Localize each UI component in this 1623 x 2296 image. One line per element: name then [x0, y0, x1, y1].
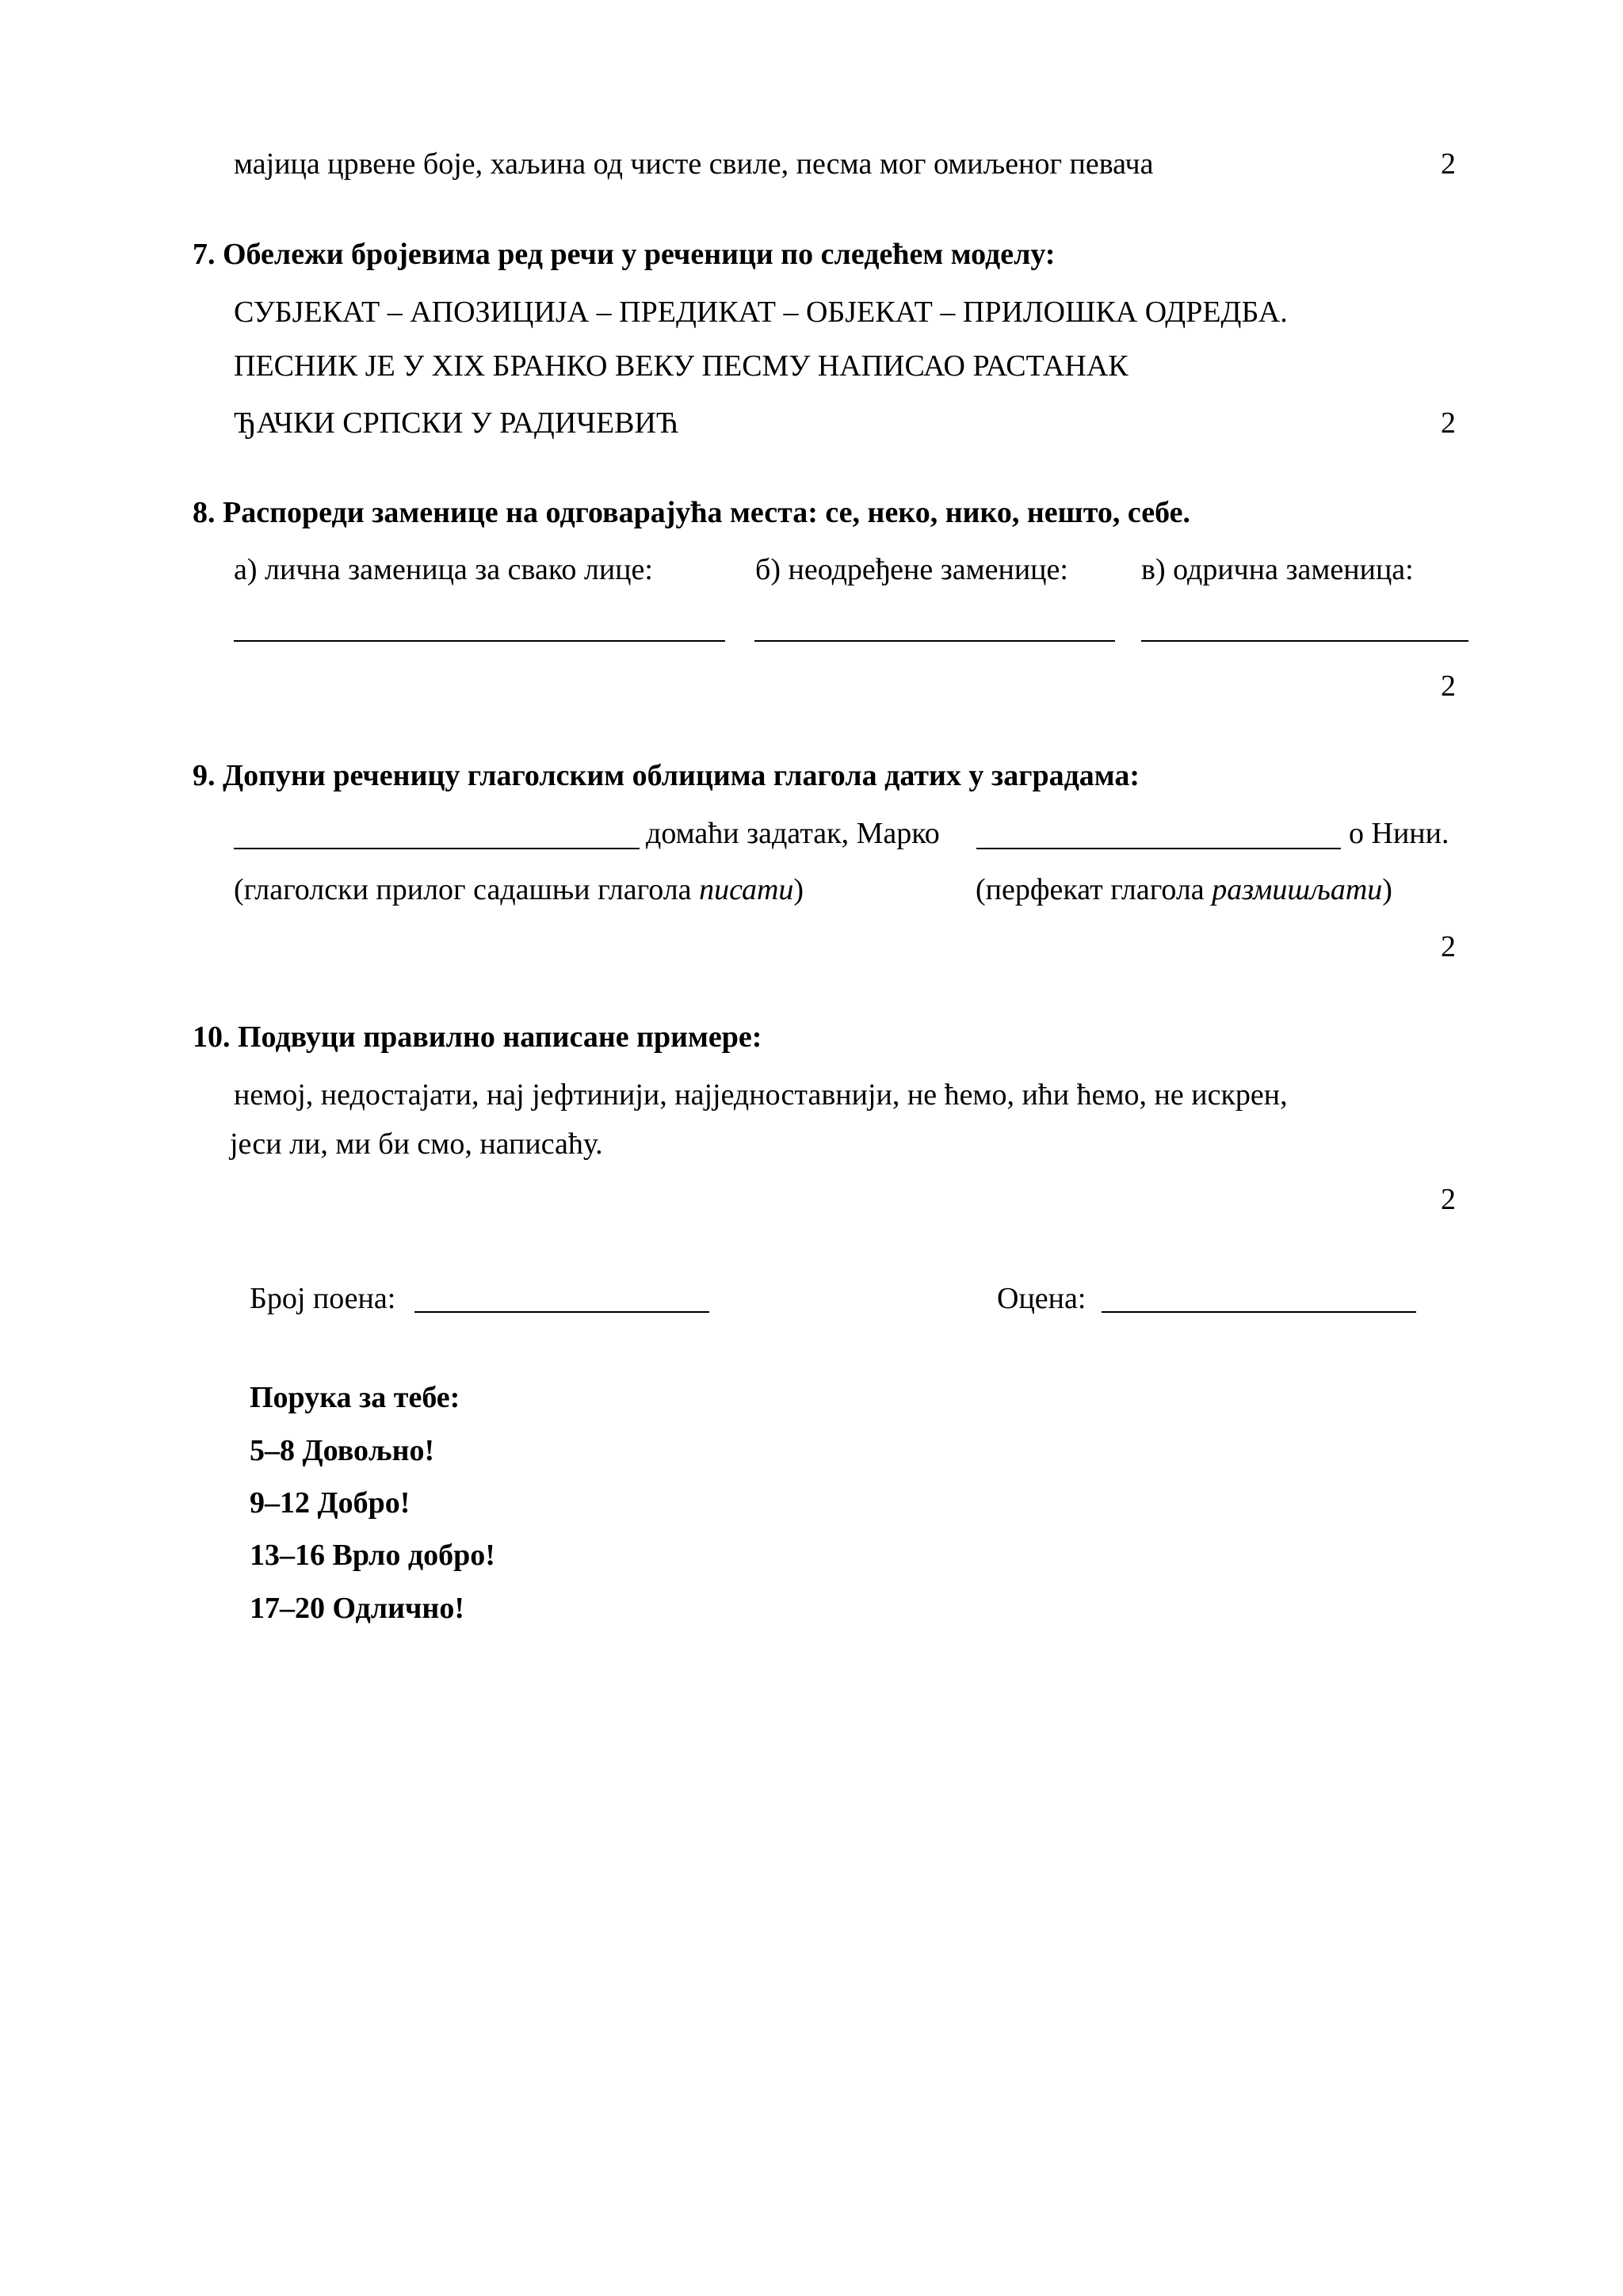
q8-title: 8. Распореди заменице на одговарајућа места: се, неко, нико, нешто, себе.	[193, 496, 1190, 529]
grade-line[interactable]	[1102, 1311, 1416, 1313]
q10-examples-line2: јеси ли, ми би смо, написаћу.	[230, 1127, 603, 1161]
q9-answer-line-1[interactable]	[234, 848, 640, 849]
message-item-excellent: 17–20 Одлично!	[250, 1592, 464, 1625]
q8-answer-line-b[interactable]	[754, 640, 1115, 642]
q8-column-c-label: в) одрична заменица:	[1141, 553, 1414, 586]
top-line-points: 2	[1441, 147, 1456, 181]
q8-points: 2	[1441, 669, 1456, 703]
q7-points: 2	[1441, 406, 1456, 440]
q9-hint-1	[234, 875, 804, 905]
q9-hint-1-prefix: (глаголски прилог садашњи глагола	[234, 873, 700, 906]
q9-points: 2	[1441, 930, 1456, 963]
q9-hint-2	[976, 875, 1392, 905]
q7-title: 7. Обележи бројевима ред речи у реченици по следећем моделу:	[193, 238, 1056, 271]
q9-hint-2-verb: размишљати	[1212, 873, 1383, 906]
grade-label: Оцена:	[997, 1282, 1086, 1315]
q8-answer-line-c[interactable]	[1141, 640, 1468, 642]
q10-title: 10. Подвуци правилно написане примере:	[193, 1020, 762, 1054]
q7-sentence-line2: ЂАЧКИ СРПСКИ У РАДИЧЕВИЋ	[234, 406, 679, 440]
message-item-sufficient: 5–8 Довољно!	[250, 1434, 435, 1467]
q9-hint-2-prefix: (перфекат глагола	[976, 873, 1212, 906]
q9-title: 9. Допуни реченицу глаголским облицима глагола датих у заградама:	[193, 759, 1140, 792]
q9-answer-line-2[interactable]	[976, 848, 1341, 849]
points-total-line[interactable]	[414, 1311, 709, 1313]
q9-hint-2-suffix: )	[1382, 873, 1392, 906]
q8-column-a-label: а) лична заменица за свако лице:	[234, 553, 653, 586]
q9-hint-1-suffix: )	[793, 873, 804, 906]
q7-sentence-line1: ПЕСНИК ЈЕ У XIX БРАНКО ВЕКУ ПЕСМУ НАПИСАО РАСТАНАК	[234, 349, 1128, 383]
message-title: Порука за тебе:	[250, 1381, 460, 1414]
message-item-good: 9–12 Добро!	[250, 1486, 411, 1520]
q7-model: СУБЈЕКАТ – АПОЗИЦИЈА – ПРЕДИКАТ – ОБЈЕКАТ – ПРИЛОШКА ОДРЕДБА.	[234, 296, 1288, 329]
q9-middle-text: домаћи задатак, Марко	[646, 817, 940, 850]
q8-column-b-label: б) неодређене заменице:	[755, 553, 1068, 586]
q10-examples-line1: немој, недостајати, нај јефтинији, најједноставнији, не ћемо, ићи ћемо, не искрен,	[234, 1078, 1288, 1112]
message-item-very-good: 13–16 Врло добро!	[250, 1539, 495, 1572]
points-total-label: Број поена:	[250, 1282, 396, 1315]
q10-points: 2	[1441, 1183, 1456, 1216]
top-line-text: мајица црвене боје, хаљина од чисте свиле, песма мог омиљеног певача	[234, 147, 1154, 181]
q9-end-text: о Нини.	[1349, 817, 1449, 850]
q8-answer-line-a[interactable]	[234, 640, 725, 642]
q9-hint-1-verb: писати	[699, 873, 794, 906]
